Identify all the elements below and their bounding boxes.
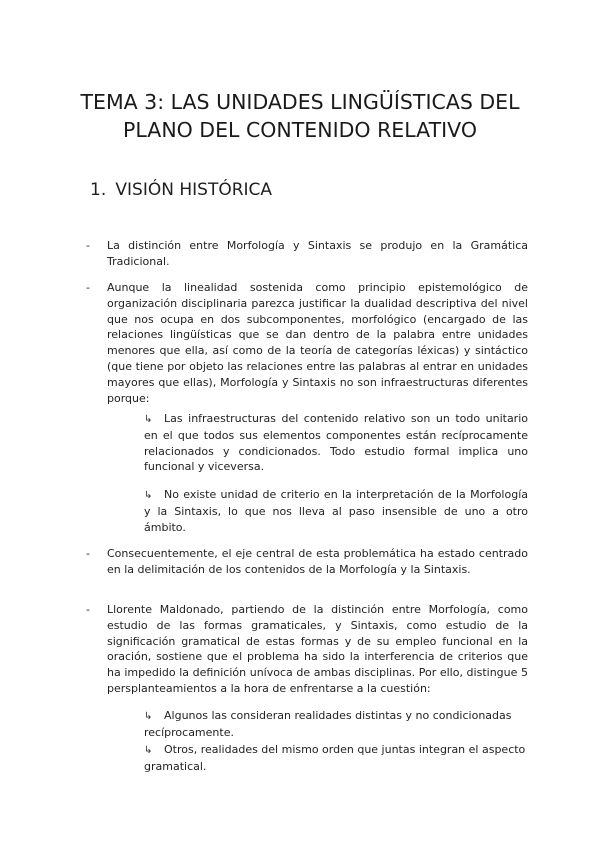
bullet-dash: - bbox=[86, 603, 90, 616]
sub-list-item bbox=[144, 708, 528, 741]
sub-list-item-text: Las infraestructuras del contenido relativo son un todo unitario en el que todos sus elementos componentes están recíprocamente relacionados y condicionados. Todo estudio formal implica uno funcional y viceversa. bbox=[144, 412, 528, 474]
title-line-2: PLANO DEL CONTENIDO RELATIVO bbox=[123, 118, 477, 142]
bullet-dash: - bbox=[86, 547, 90, 560]
document-title bbox=[40, 88, 560, 144]
sub-list-item-text: Algunos las consideran realidades distintas y no condicionadas recíprocamente. bbox=[144, 709, 512, 739]
sub-list-item bbox=[144, 411, 528, 475]
list-item bbox=[86, 546, 528, 578]
list-item bbox=[86, 602, 528, 697]
return-arrow-icon: ↳ bbox=[144, 711, 153, 722]
return-arrow-icon: ↳ bbox=[144, 745, 153, 756]
section-number: 1. bbox=[90, 180, 107, 200]
sub-list-item-text: Otros, realidades del mismo orden que juntas integran el aspecto gramatical. bbox=[144, 743, 526, 773]
section-title: VISIÓN HISTÓRICA bbox=[115, 180, 273, 200]
list-item bbox=[86, 280, 528, 406]
return-arrow-icon: ↳ bbox=[144, 490, 153, 501]
list-item-text: Aunque la linealidad sostenida como principio epistemológico de organización disciplinaria parezca justificar la dualidad descriptiva del nivel que nos ocupa en dos subcomponentes, morfológico (encargado de las relaciones lingüísticas que se dan dentro de la palabra entre unidades menores que ella, así como de la teoría de categorías léxicas) y sintáctico (que tiene por objeto las relaciones entre las palabras al entrar en unidades mayores que ellas), Morfología y Sintaxis no son infraestructuras diferentes porque: bbox=[107, 281, 528, 405]
bullet-dash: - bbox=[86, 281, 90, 294]
sub-list-item bbox=[144, 742, 528, 775]
sub-list-item-text: No existe unidad de criterio en la interpretación de la Morfología y la Sintaxis, lo que nos lleva al paso insensible de uno a otro ámbito. bbox=[144, 488, 528, 534]
sub-list-item bbox=[144, 487, 528, 535]
bullet-dash: - bbox=[86, 239, 90, 252]
list-item bbox=[86, 238, 528, 270]
list-item-text: Llorente Maldonado, partiendo de la distinción entre Morfología, como estudio de las formas gramaticales, y Sintaxis, como estudio de la significación gramatical de estas formas y de su empleo funcional en la oración, sostiene que el problema ha sido la interferencia de criterios que ha impedido la definición unívoca de ambas disciplinas. Por ello, distingue 5 persplanteamientos a la hora de enfrentarse a la cuestión: bbox=[107, 603, 528, 695]
list-item-text: La distinción entre Morfología y Sintaxis se produjo en la Gramática Tradicional. bbox=[107, 239, 528, 268]
section-heading bbox=[90, 178, 272, 202]
title-line-1: TEMA 3: LAS UNIDADES LINGÜÍSTICAS DEL bbox=[80, 90, 520, 114]
return-arrow-icon: ↳ bbox=[144, 414, 153, 425]
list-item-text: Consecuentemente, el eje central de esta problemática ha estado centrado en la delimitación de los contenidos de la Morfología y la Sintaxis. bbox=[107, 547, 528, 576]
